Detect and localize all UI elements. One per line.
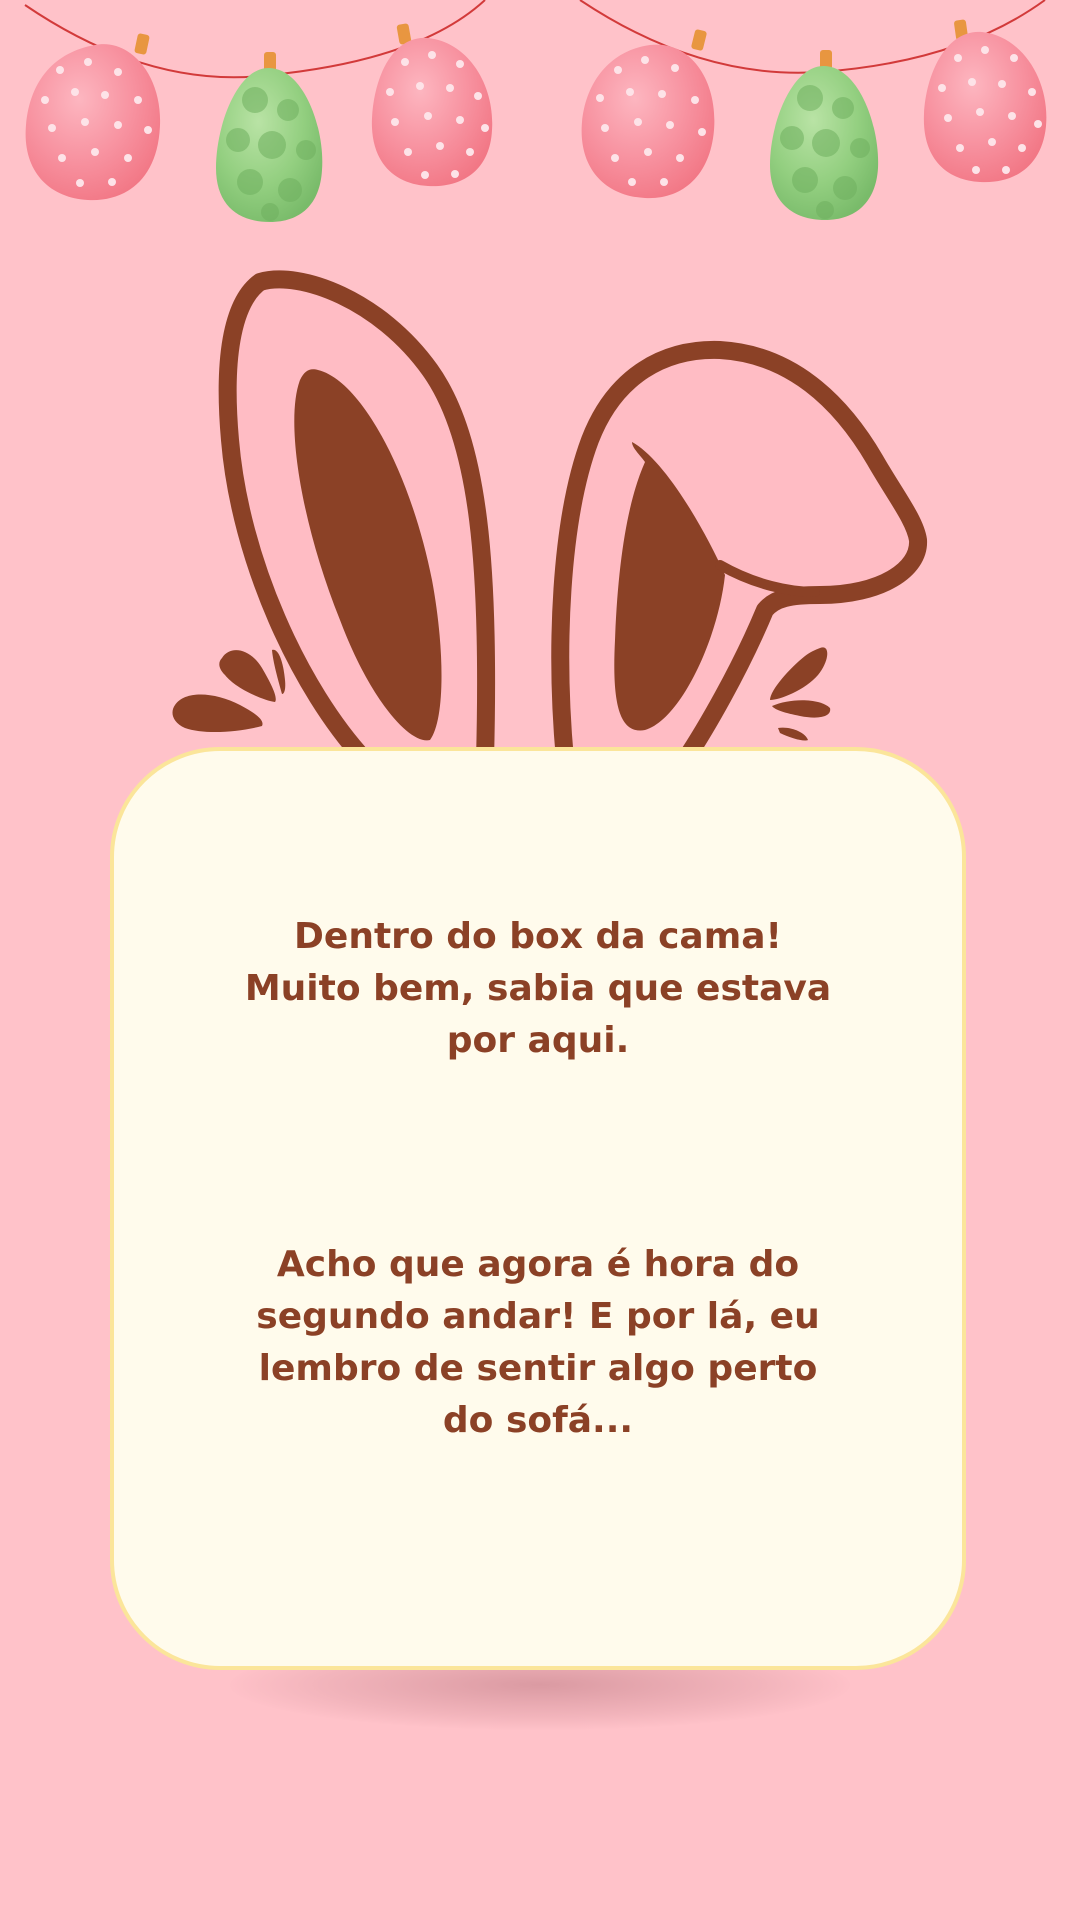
bunny-ear-right — [560, 350, 918, 760]
pink-egg-4 — [924, 19, 1047, 182]
pink-egg-2 — [372, 23, 492, 186]
message-second: Acho que agora é hora do segundo andar! E por lá, eu lembro de sentir algo perto do sofá... — [256, 1244, 820, 1441]
splash-marks-left — [172, 650, 285, 732]
pink-egg-1 — [26, 33, 160, 200]
garland-string — [25, 0, 1045, 77]
splash-marks-right — [770, 647, 830, 740]
message-first: Dentro do box da cama! Muito bem, sabia que estava por aqui. — [244, 916, 832, 1061]
green-egg-2 — [770, 50, 878, 220]
message-card — [110, 747, 966, 1670]
pink-egg-3 — [582, 29, 715, 198]
